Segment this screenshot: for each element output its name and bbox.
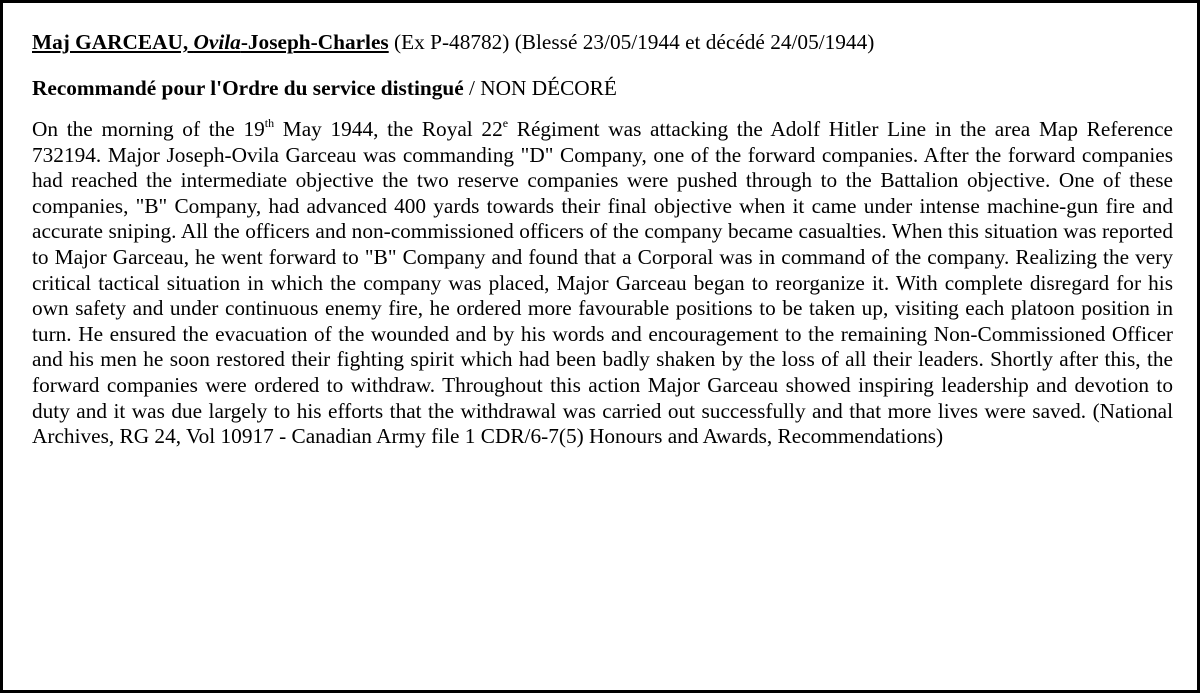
- citation-part: On the morning of the 19: [32, 117, 265, 141]
- record-heading: [32, 27, 1173, 57]
- separator: /: [463, 76, 481, 100]
- ordinal-suffix: e: [502, 115, 509, 130]
- given-name-rest: -Joseph-Charles: [240, 30, 389, 54]
- citation-text: [32, 117, 1173, 450]
- document-content: [32, 27, 1173, 471]
- citation-part: May 1944, the Royal 22: [274, 117, 503, 141]
- given-name-italic: Ovila: [193, 30, 241, 54]
- ordinal-suffix: th: [264, 115, 275, 130]
- award-outcome: NON DÉCORÉ: [480, 76, 617, 100]
- casualty-status: (Blessé 23/05/1944 et décédé 24/05/1944): [509, 30, 875, 54]
- recommendation-line: [32, 73, 1173, 103]
- rank-surname: Maj GARCEAU,: [32, 30, 194, 54]
- service-number: (Ex P-48782): [388, 30, 510, 54]
- soldier-name: [32, 30, 389, 54]
- citation-part: Régiment was attacking the Adolf Hitler Line in the area Map Reference 732194. Major Joseph-Ovila Garceau was commanding "D" Company, one of the forward companies. After the forward companies had reached the intermediate objective the two reserve companies were pushed through to the Battalion objective. One of these companies, "B" Company, had advanced 400 yards towards their final objective when it came under intense machine-gun fire and accurate sniping. All the officers and non-commissioned officers of the company became casualties. When this situation was reported to Major Garceau, he went forward to "B" Company and found that a Corporal was in command of the company. Realizing the very critical tactical situation in which the company was placed, Major Garceau began to reorganize it. With complete disregard for his own safety and under continuous enemy fire, he ordered more favourable positions to be taken up, visiting each platoon position in turn. He ensured the evacuation of the wounded and by his words and encouragement to the remaining Non-Commissioned Officer and his men he soon restored their fighting spirit which had been badly shaken by the loss of all their leaders. Shortly after this, the forward companies were ordered to withdraw. Throughout this action Major Garceau showed inspiring leadership and devotion to duty and it was due largely to his efforts that the withdrawal was carried out successfully and that more lives were saved. (National Archives, RG 24, Vol 10917 - Canadian Army file 1 CDR/6-7(5) Honours and Awards, Recommendations): [32, 117, 1173, 449]
- award-recommended: Recommandé pour l'Ordre du service distingué: [32, 76, 464, 100]
